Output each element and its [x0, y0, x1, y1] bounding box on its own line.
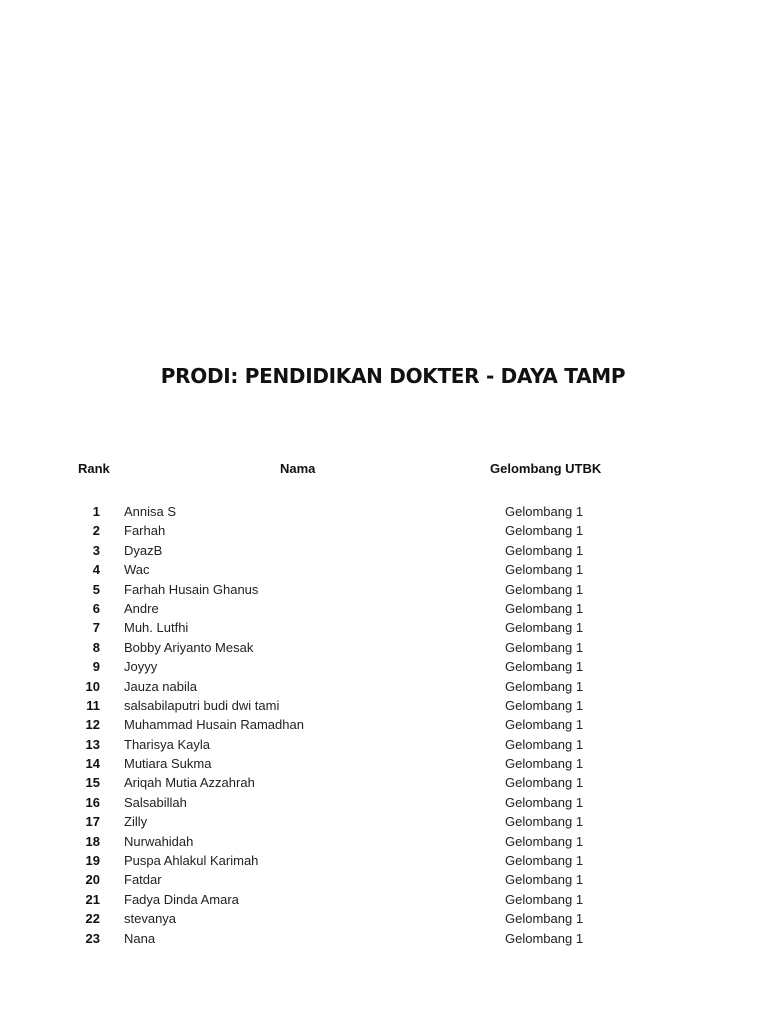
rank-cell: 18 [85, 833, 100, 849]
rank-cell: 10 [85, 678, 100, 694]
gelombang-cell: Gelombang 1 [505, 600, 584, 616]
gelombang-cell: Gelombang 1 [505, 756, 584, 772]
rank-cell: 13 [85, 736, 100, 752]
gelombang-cell: Gelombang 1 [505, 562, 584, 578]
nama-cell: salsabilaputri budi dwi tami [124, 697, 280, 713]
gelombang-cell: Gelombang 1 [505, 872, 584, 888]
gelombang-cell: Gelombang 1 [505, 853, 584, 869]
nama-cell: Mutiara Sukma [124, 756, 212, 772]
table-row [0, 541, 768, 560]
rank-cell: 7 [92, 620, 100, 636]
rank-cell: 23 [85, 930, 100, 946]
rank-cell: 12 [85, 717, 100, 733]
rank-cell: 4 [92, 562, 100, 578]
table-row [0, 618, 768, 637]
nama-cell: Fadya Dinda Amara [124, 891, 239, 907]
nama-cell: DyazB [124, 542, 163, 558]
column-header-gelombang: Gelombang UTBK [490, 461, 602, 476]
rank-cell: 21 [85, 891, 100, 907]
table-row [0, 754, 768, 773]
rank-cell: 11 [86, 697, 100, 713]
gelombang-cell: Gelombang 1 [505, 523, 584, 539]
table-row [0, 638, 768, 657]
nama-cell: Ariqah Mutia Azzahrah [124, 775, 255, 791]
gelombang-cell: Gelombang 1 [505, 678, 584, 694]
nama-cell: Wac [124, 562, 150, 578]
table-row [0, 832, 768, 851]
nama-cell: Farhah Husain Ghanus [124, 581, 259, 597]
gelombang-cell: Gelombang 1 [505, 504, 584, 519]
nama-cell: Nurwahidah [124, 833, 194, 849]
table-row [0, 773, 768, 792]
table-row [0, 580, 768, 599]
nama-cell: Zilly [124, 814, 148, 830]
gelombang-cell: Gelombang 1 [505, 891, 584, 907]
table-row [0, 929, 768, 948]
gelombang-cell: Gelombang 1 [505, 697, 584, 713]
rank-cell: 19 [85, 853, 100, 869]
gelombang-cell: Gelombang 1 [505, 542, 584, 558]
nama-cell: Salsabillah [124, 794, 187, 810]
nama-cell: Puspa Ahlakul Karimah [124, 853, 259, 869]
table-row [0, 677, 768, 696]
table-row [0, 521, 768, 540]
gelombang-cell: Gelombang 1 [505, 736, 584, 752]
page-title: PRODI: PENDIDIKAN DOKTER - DAYA TAMP [160, 364, 626, 388]
table-row [0, 696, 768, 715]
table-row [0, 715, 768, 734]
rank-cell: 2 [92, 523, 100, 539]
nama-cell: Joyyy [124, 659, 158, 675]
table-row [0, 870, 768, 889]
column-header-rank: Rank [78, 461, 110, 476]
table-row [0, 657, 768, 676]
gelombang-cell: Gelombang 1 [505, 775, 584, 791]
rank-cell: 3 [92, 542, 100, 558]
nama-cell: Bobby Ariyanto Mesak [124, 639, 254, 655]
rank-cell: 8 [92, 639, 100, 655]
nama-cell: Nana [124, 930, 156, 946]
rank-cell: 1 [92, 504, 100, 519]
table-row [0, 890, 768, 909]
gelombang-cell: Gelombang 1 [505, 659, 584, 675]
rank-cell: 9 [92, 659, 100, 675]
gelombang-cell: Gelombang 1 [505, 639, 584, 655]
nama-cell: Andre [124, 600, 159, 616]
nama-cell: Muhammad Husain Ramadhan [124, 717, 304, 733]
gelombang-cell: Gelombang 1 [505, 833, 584, 849]
nama-cell: Muh. Lutfhi [124, 620, 189, 636]
gelombang-cell: Gelombang 1 [505, 717, 584, 733]
table-row [0, 599, 768, 618]
column-header-nama: Nama [280, 461, 316, 476]
table-row [0, 502, 768, 521]
nama-cell: Farhah [124, 523, 166, 539]
rank-cell: 16 [85, 794, 100, 810]
nama-cell: Jauza nabila [124, 678, 197, 694]
table-row [0, 793, 768, 812]
rank-cell: 6 [92, 600, 100, 616]
ranking-table-body [0, 502, 768, 948]
rank-cell: 15 [85, 775, 100, 791]
nama-cell: Fatdar [124, 872, 162, 888]
nama-cell: Tharisya Kayla [124, 736, 210, 752]
table-row [0, 735, 768, 754]
gelombang-cell: Gelombang 1 [505, 794, 584, 810]
rank-cell: 22 [85, 911, 100, 927]
gelombang-cell: Gelombang 1 [505, 911, 584, 927]
nama-cell: stevanya [124, 911, 177, 927]
gelombang-cell: Gelombang 1 [505, 581, 584, 597]
rank-cell: 17 [85, 814, 100, 830]
rank-cell: 20 [85, 872, 100, 888]
rank-cell: 5 [92, 581, 100, 597]
gelombang-cell: Gelombang 1 [505, 930, 584, 946]
gelombang-cell: Gelombang 1 [505, 620, 584, 636]
rank-cell: 14 [85, 756, 100, 772]
table-row [0, 560, 768, 579]
nama-cell: Annisa S [124, 504, 177, 519]
table-row [0, 909, 768, 928]
table-row [0, 812, 768, 831]
gelombang-cell: Gelombang 1 [505, 814, 584, 830]
table-row [0, 851, 768, 870]
